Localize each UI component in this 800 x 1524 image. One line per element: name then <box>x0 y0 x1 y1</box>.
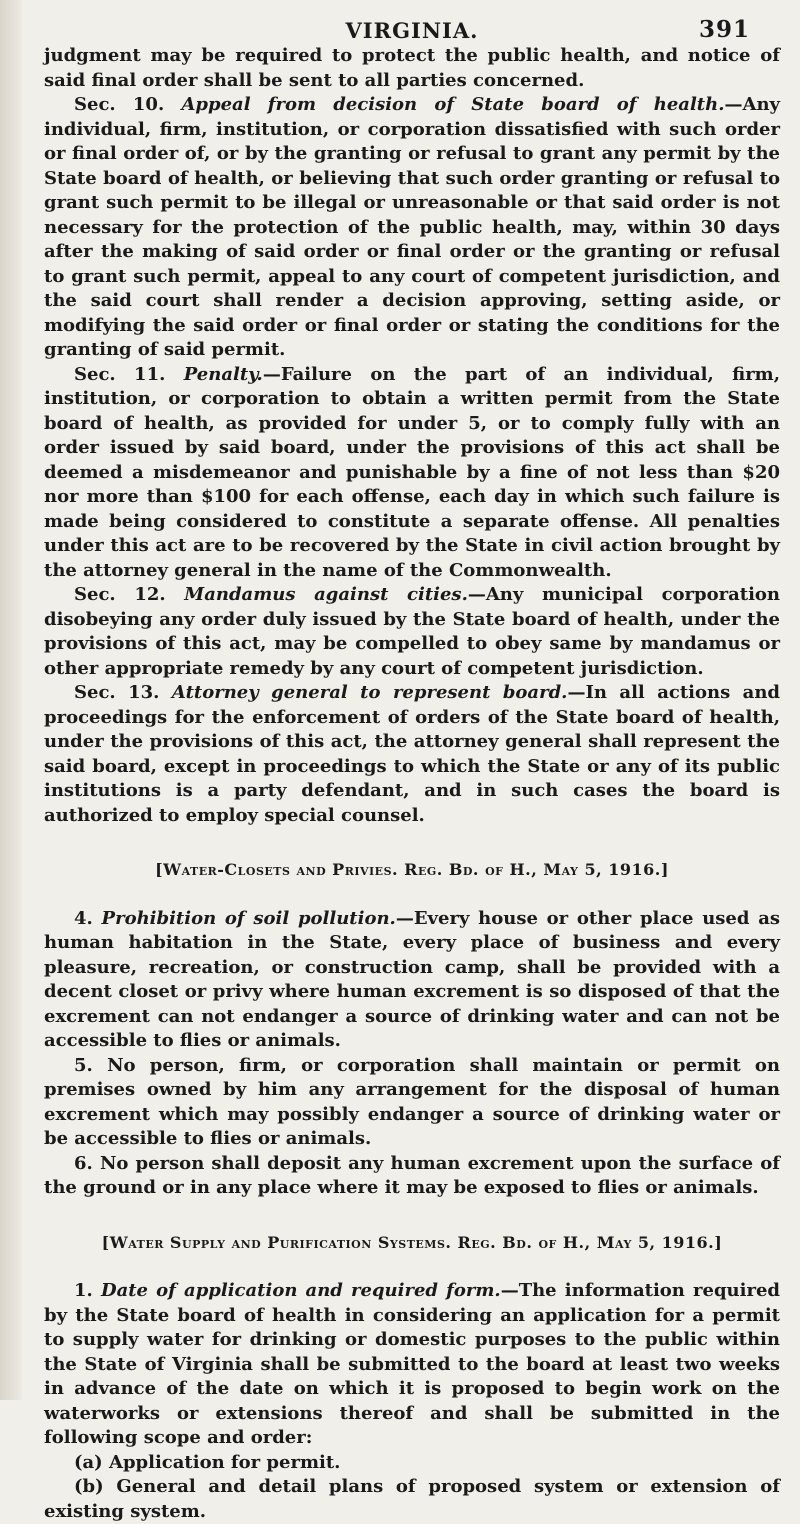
regulation-paragraph <box>44 907 780 1054</box>
section-paragraph <box>44 363 780 584</box>
page-header <box>44 14 780 44</box>
regulation-subitem <box>44 1451 780 1476</box>
regulation-subitem <box>44 1475 780 1524</box>
regulation-number: 5. <box>74 1054 93 1076</box>
section-paragraph <box>44 93 780 363</box>
section-title: Mandamus against cities. <box>184 584 468 605</box>
regulation-paragraph <box>44 1054 780 1152</box>
regulation-paragraph <box>44 1279 780 1451</box>
regulation-heading-water-supply: [Water Supply and Purification Systems. Reg. Bd. of H., May 5, 1916.] <box>101 1232 723 1252</box>
section-title: Appeal from decision of State board of health. <box>181 94 725 115</box>
subitem-letter: (a) <box>74 1451 103 1473</box>
paragraph-text: No person shall deposit any human excrement upon the surface of the ground or in any place where it may be exposed to flies or animals. <box>44 1152 780 1198</box>
paragraph-text: —Any individual, firm, institution, or corporation dissatisfied with such order or final order of, or by the granting or refusal to grant any permit by the State board of health, or believing that such order granting or refusal to grant such permit to be illegal or unreasonable or that said order is not necessary for the protection of the public health, may, within 30 days after the making of said order or final order or the granting or refusal to grant such permit, appeal to any court of competent jurisdiction, and the said court shall render a decision approving, setting aside, or modifying the said order or final order or stating the conditions for the granting of said permit. <box>44 94 780 360</box>
regulation-title: Prohibition of soil pollution. <box>101 907 396 929</box>
paragraph-text: —In all actions and proceedings for the enforcement of orders of the State board of health, under the provisions of this act, the attorney general shall represent the said board, except in proceedings to which the State or any of its public institutions is a party defendant, and in such cases the board is authorized to employ special counsel. <box>44 682 780 826</box>
page-number: 391 <box>698 16 750 43</box>
section-paragraph <box>44 681 780 828</box>
section-title: Penalty. <box>183 363 263 385</box>
paragraph-text: —Failure on the part of an individual, firm, institution, or corporation to obtain a written permit from the State board of health, as provided for under 5, or to comply fully with an order issued by said board, under the provisions of this act shall be deemed a misdemeanor and punishable by a fine of not less than $20 nor more than $100 for each offense, each day in which such failure is made being considered to constitute a separate offense. All penalties under this act are to be recovered by the State in civil action brought by the attorney general in the name of the Commonwealth. <box>44 363 780 581</box>
regulation-paragraph <box>44 1152 780 1201</box>
regulation-number: 6. <box>74 1152 93 1174</box>
regulation-heading-water-closets: [Water-Closets and Privies. Reg. Bd. of H., May 5, 1916.] <box>155 860 669 879</box>
running-head: VIRGINIA. <box>345 18 479 43</box>
section-paragraph <box>44 583 780 681</box>
paragraph-text: General and detail plans of proposed system or extension of existing system. <box>44 1476 780 1522</box>
paragraph-text: judgment may be required to protect the public health, and notice of said final order shall be sent to all parties concerned. <box>44 45 780 91</box>
section-number: Sec. 11. <box>74 363 166 385</box>
section-number: Sec. 10. <box>74 94 165 115</box>
regulation-title: Date of application and required form. <box>100 1280 501 1301</box>
page-gutter-shadow <box>0 0 22 1400</box>
paragraph-text: —Any municipal corporation disobeying any order duly issued by the State board of health, under the provisions of this act, may be compelled to obey same by mandamus or other appropriate remedy by any court of competent jurisdiction. <box>44 584 781 679</box>
regulation-number: 1. <box>74 1280 93 1301</box>
section-number: Sec. 13. <box>74 682 160 703</box>
paragraph-text: —The information required by the State board of health in considering an application for a permit to supply water for drinking or domestic purposes to the public within the State of Virginia shall be submitted to the board at least two weeks in advance of the date on which it is proposed to begin work on the waterworks or extensions thereof and shall be submitted in the following scope and order: <box>44 1280 780 1448</box>
paragraph-text: Application for permit. <box>108 1451 341 1473</box>
paragraph-text: —Every house or other place used as human habitation in the State, every place of business and every pleasure, recreation, or construction camp, shall be provided with a decent closet or privy where human excrement is so disposed of that the excrement can not endanger a source of drinking water and can not be accessible to flies or animals. <box>44 907 780 1051</box>
document-body <box>44 44 780 1524</box>
paragraph-text: No person, firm, or corporation shall maintain or permit on premises owned by him any arrangement for the disposal of human excrement which may possibly endanger a source of drinking water or be accessible to flies or animals. <box>44 1054 780 1149</box>
section-title: Attorney general to represent board. <box>171 682 568 703</box>
subitem-letter: (b) <box>74 1476 104 1497</box>
regulation-number: 4. <box>74 907 93 929</box>
paragraph-continuation <box>44 44 780 93</box>
section-number: Sec. 12. <box>74 584 166 605</box>
